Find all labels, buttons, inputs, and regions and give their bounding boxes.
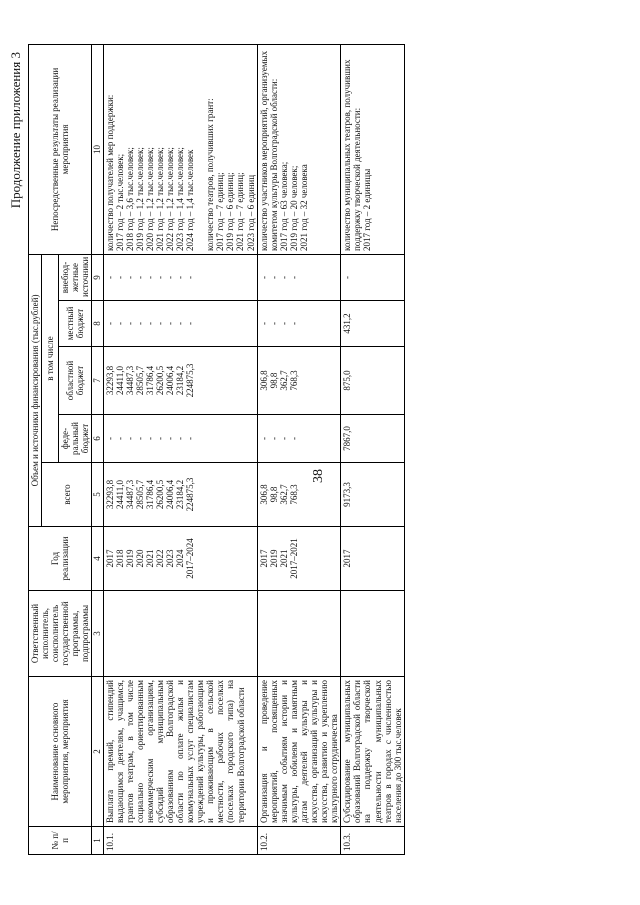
row-number: 10.2. [257,827,341,855]
total-cell [341,463,404,527]
local-cell-value: - [165,322,176,325]
local-cell-value: - [278,322,289,325]
row-number: 10.1. [103,827,257,855]
header-total: всего [42,463,92,527]
result-line: 2020 год – 1,2 тыс.человек; [144,147,155,251]
extrabudget-cell [103,254,257,300]
regional-cell-value: 224875,3 [185,363,196,398]
years-cell-value: 2017–2024 [185,538,196,579]
extrabudget-cell-value: - [154,275,165,279]
result-line: количество участников мероприятий, организуемых комитетом культуры Волгоградской области: [258,50,279,251]
header-funding: Объем и источники финансирования (тыс.рублей) [29,254,42,526]
extrabudget-cell-value: - [124,275,135,279]
local-cell-value: - [114,322,125,325]
result-line: 2021 год – 1,2 тыс.человек; [154,147,165,251]
measure-name: Субсидирование муниципальных образований Волгоградской области на поддержку творческой деятельности муниципальных театров в городах с численностью населения до 300 тыс.человек [341,677,404,827]
federal-cell [341,415,404,463]
result-line: 2017 год – 63 человека; [278,161,289,251]
extrabudget-cell-value: - [342,275,353,279]
regional-cell-value: 32293,8 [104,365,115,396]
col-number: 10 [92,44,103,254]
result-line: 2023 год – 6 единиц [245,174,256,251]
extrabudget-cell-value: - [165,275,176,279]
results-cell [257,44,341,254]
federal-cell-value: - [185,437,196,440]
extrabudget-cell-value: - [134,275,145,279]
federal-cell-value: - [154,437,165,440]
extrabudget-cell-value: - [104,275,115,279]
local-cell-value: - [134,322,145,325]
regional-cell-value: 23184,2 [175,365,186,396]
years-cell [341,527,404,591]
regional-cell-value: 31786,4 [144,365,155,396]
result-line: 2017 год – 2 единицы [362,168,373,251]
total-cell-value: 28505,7 [134,479,145,510]
extrabudget-cell-value: - [114,275,125,279]
regional-cell-value: 362,7 [278,370,289,391]
local-cell-value: 431,2 [342,313,353,334]
result-line: 2018 год – 3,6 тыс.человек; [124,147,135,251]
federal-cell-value: - [165,437,176,440]
total-cell [103,463,257,527]
local-cell-value: - [154,322,165,325]
total-cell-value: 32293,8 [104,479,115,510]
executor [103,591,257,677]
regional-cell [341,347,404,415]
years-cell-value: 2017 [342,549,353,568]
federal-cell-value: - [134,437,145,440]
col-number: 2 [92,677,103,827]
years-cell-value: 2019 [124,549,135,568]
header-ext: внебюд-жетные источники [59,254,92,300]
result-line: количество театров, получивших грант: [205,98,216,251]
extrabudget-cell [257,254,341,300]
regional-cell-value: 768,3 [288,370,299,391]
header-incl: в том числе [42,254,59,462]
local-cell-value: - [185,322,196,325]
table-row [103,44,257,854]
extrabudget-cell-value: - [288,275,299,279]
federal-cell-value: - [144,437,155,440]
row-number: 10.3. [341,827,404,855]
years-cell-value: 2017 [258,549,269,568]
regional-cell-value: 24411,0 [114,366,125,395]
local-cell-value: - [268,322,279,325]
years-cell-value: 2017–2021 [288,538,299,579]
years-cell-value: 2021 [144,549,155,568]
header-results: Непосредственные результаты реализации мероприятия [29,44,92,254]
total-cell-value: 224875,3 [185,477,196,512]
result-line: 2021 год – 32 человека [298,164,309,251]
extrabudget-cell [341,254,404,300]
local-cell-value: - [258,322,269,325]
federal-cell-value: - [258,437,269,440]
local-cell-value: - [104,322,115,325]
col-number: 1 [92,827,103,855]
local-cell [341,301,404,347]
col-number: 8 [92,301,103,347]
years-cell-value: 2018 [114,549,125,568]
years-cell-value: 2020 [134,549,145,568]
local-cell-value: - [144,322,155,325]
result-line: 2019 год – 1,2 тыс.человек; [134,147,145,251]
result-line: 2017 год – 7 единиц; [215,172,226,251]
result-line: 2021 год – 7 единиц; [235,172,246,251]
federal-cell [257,415,341,463]
years-cell-value: 2022 [154,549,165,568]
results-cell [103,44,257,254]
continuation-note: Продолжение приложения 3 [8,52,23,209]
regional-cell-value: 875,0 [342,370,353,391]
total-cell-value: 9173,3 [342,482,353,507]
result-line: 2019 год – 20 человек; [288,165,299,251]
regional-cell-value: 24006,4 [165,365,176,396]
col-number: 7 [92,347,103,415]
extrabudget-cell-value: - [258,275,269,279]
years-cell [257,527,341,591]
extrabudget-cell-value: - [278,275,289,279]
years-cell-value: 2023 [165,549,176,568]
result-line: 2017 год – 2 тыс.человек; [114,153,125,251]
regional-cell [103,347,257,415]
result-line: количество получателей мер поддержки: [104,94,115,251]
federal-cell-value: - [288,437,299,440]
federal-cell [103,415,257,463]
years-cell-value: 2021 [278,549,289,568]
result-line: 2019 год – 6 единиц; [225,172,236,251]
result-line: количество муниципальных театров, получивших поддержку творческой деятельности: [342,59,363,251]
total-cell-value: 306,8 [258,484,269,505]
result-line: 2022 год – 1,2 тыс.человек; [165,147,176,251]
extrabudget-cell-value: - [185,275,196,279]
federal-cell-value: - [268,437,279,440]
extrabudget-cell-value: - [175,275,186,279]
total-cell-value: 768,3 [288,484,299,505]
measure-name: Организация и проведение мероприятий, посвященных значимым событиям истории и культуры, юбилеям и памятным датам деятелей культуры и искусства, организаций культуры и искусства, развитию и укреплению культурного сотрудничества [257,677,341,827]
total-cell-value: 26200,5 [154,479,165,510]
extrabudget-cell-value: - [268,275,279,279]
col-number: 3 [92,591,103,677]
regional-cell [257,347,341,415]
executor [257,591,341,677]
federal-cell-value: 7867,0 [342,426,353,451]
executor [341,591,404,677]
program-table [28,44,405,855]
years-cell-value: 2017 [104,549,115,568]
federal-cell-value: - [175,437,186,440]
total-cell-value: 23184,2 [175,479,186,510]
federal-cell-value: - [124,437,135,440]
local-cell [257,301,341,347]
header-year: Год реализации [29,527,92,591]
header-loc: местный бюджет [59,301,92,347]
regional-cell-value: 98,8 [268,372,279,389]
result-line: 2024 год – 1,4 тыс.человек [185,149,196,251]
col-number: 9 [92,254,103,300]
results-cell [341,44,404,254]
table-row [257,44,341,854]
extrabudget-cell-value: - [144,275,155,279]
col-number: 4 [92,527,103,591]
total-cell-value: 362,7 [278,484,289,505]
total-cell-value: 98,8 [268,486,279,503]
federal-cell-value: - [104,437,115,440]
header-num: № п/п [29,827,92,855]
total-cell-value: 34487,3 [124,479,135,510]
header-name: Наименование основного мероприятия, мероприятия [29,677,92,827]
federal-cell-value: - [114,437,125,440]
col-number: 5 [92,463,103,527]
regional-cell-value: 28505,7 [134,365,145,396]
header-fed: феде-ральный бюджет [59,415,92,463]
years-cell-value: 2024 [175,549,186,568]
total-cell-value: 24411,0 [114,480,125,509]
total-cell [257,463,341,527]
header-exec: Ответственный исполнитель, соисполнитель государственной программы, подпрограммы [29,591,92,677]
regional-cell-value: 34487,3 [124,365,135,396]
local-cell-value: - [124,322,135,325]
table-row [341,44,404,854]
years-cell [103,527,257,591]
local-cell [103,301,257,347]
federal-cell-value: - [278,437,289,440]
local-cell-value: - [288,322,299,325]
measure-name: Выплата премий, стипендий выдающимся деятелям, учащимся, грантов театрам, в том числе социально ориентированным некоммерческим организациям, субсидий муниципальным образованиям Волгоградской области по оплате жилья и коммунальных услуг специалистам учреждений культуры, работающим и проживающим в сельской местности, рабочих поселках (поселках городского типа) на территории Волгоградской области [103,677,257,827]
years-cell-value: 2019 [268,549,279,568]
regional-cell-value: 306,8 [258,370,269,391]
regional-cell-value: 26200,5 [154,365,165,396]
page-number: 38 [311,469,326,483]
local-cell-value: - [175,322,186,325]
total-cell-value: 24006,4 [165,479,176,510]
header-reg: областной бюджет [59,347,92,415]
total-cell-value: 31786,4 [144,479,155,510]
col-number: 6 [92,415,103,463]
result-line: 2023 год – 1,4 тыс.человек; [175,147,186,251]
